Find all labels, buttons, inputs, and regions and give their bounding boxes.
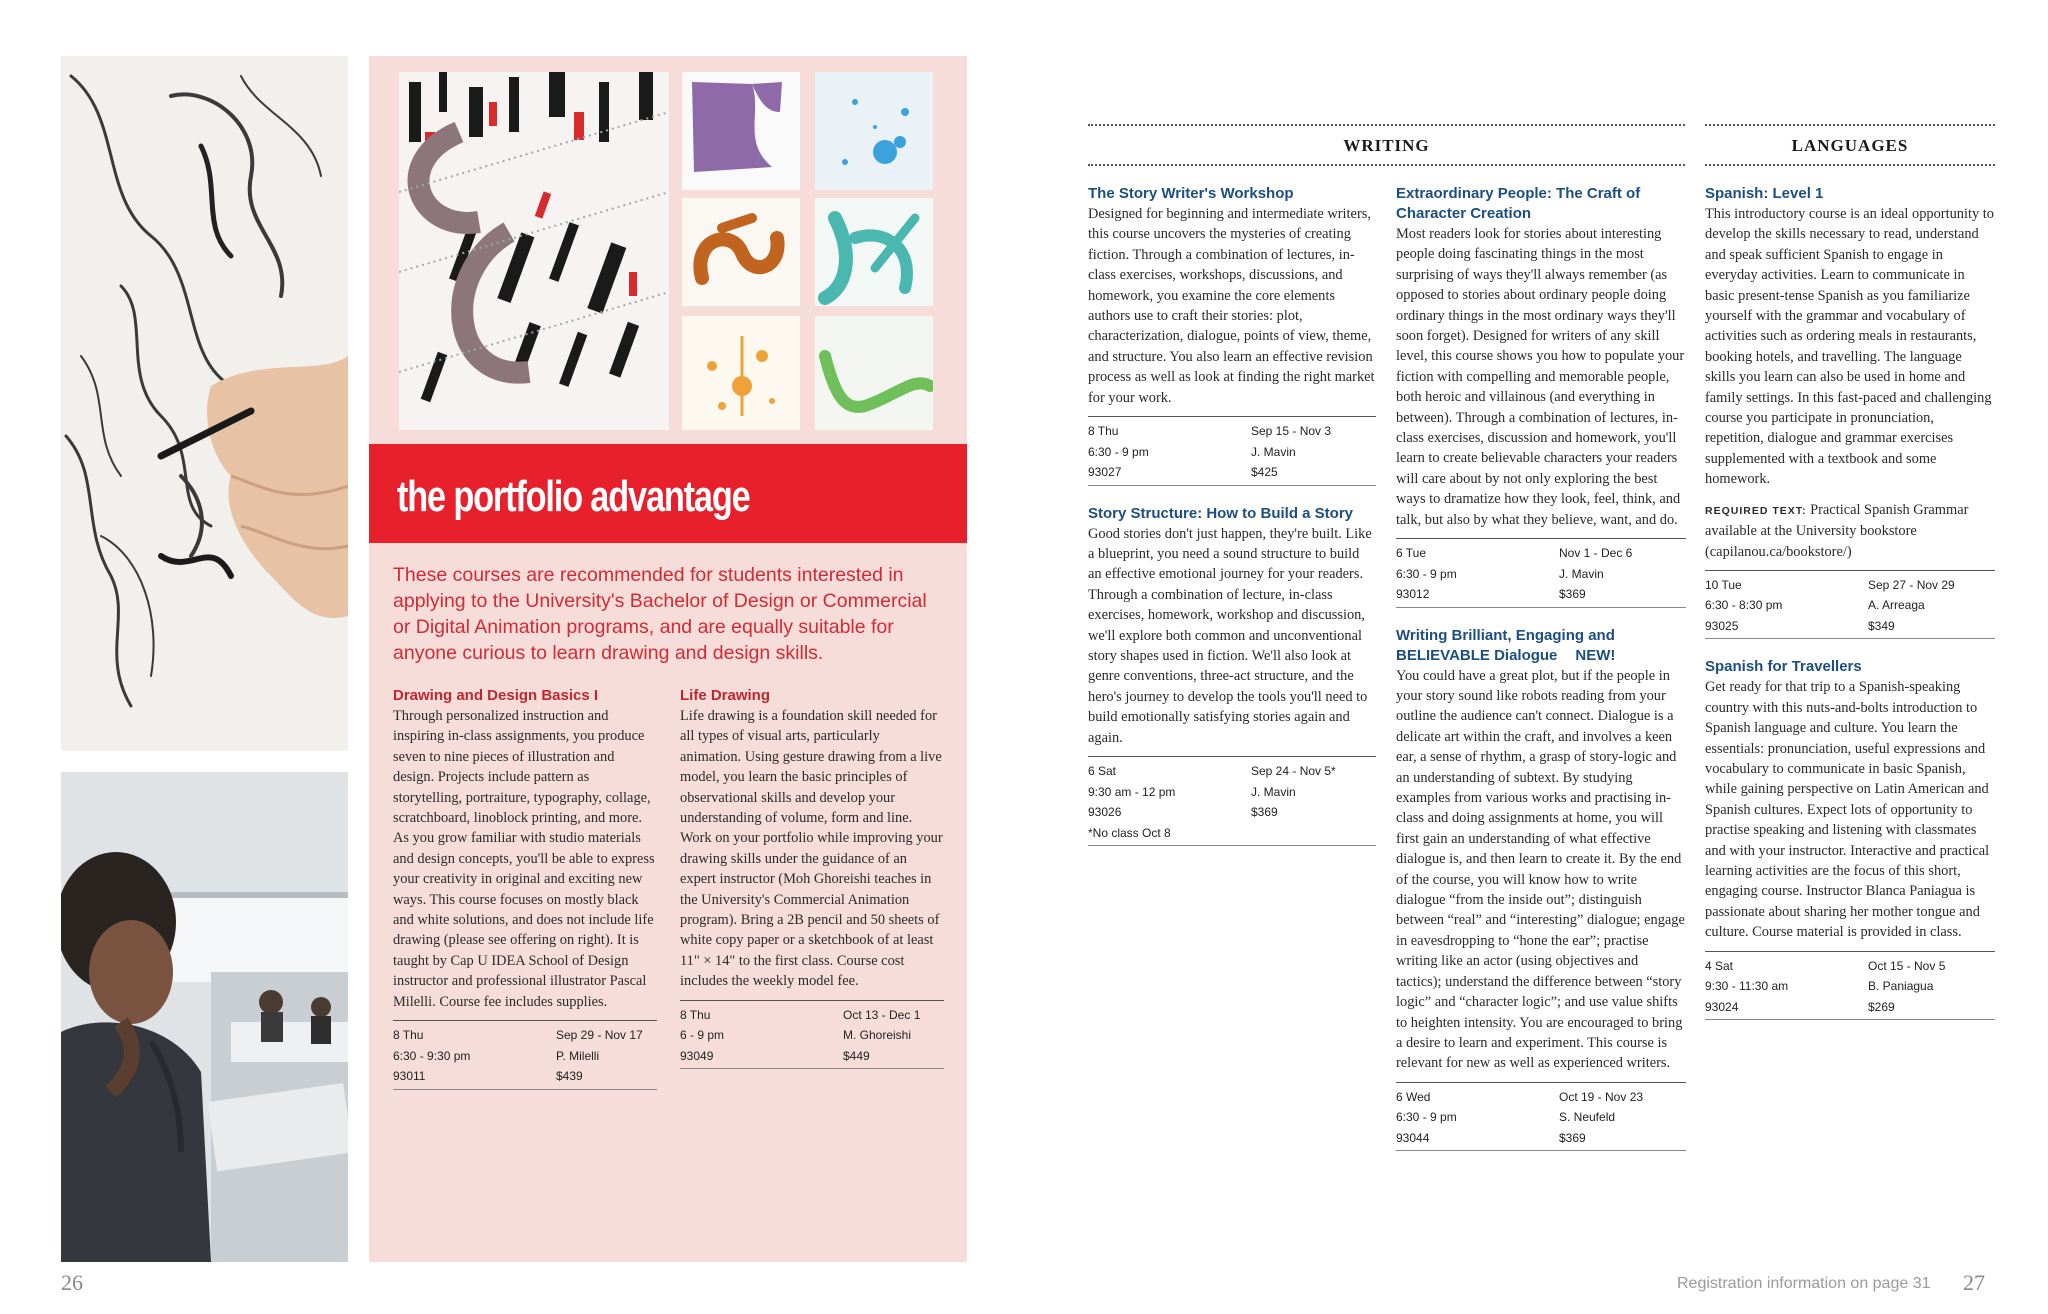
course-description: Get ready for that trip to a Spanish-speaking country with this nuts-and-bolts introduction to Spanish language and culture. You learn the essentials: pronunciation, useful expressions and vocabulary to communicate in basic Spanish, while gaining perspective on Latin American and Spanish cultures. Expect lots of opportunity to practise speaking and listening with classmates and with your instructor. Interactive and practical learning activities are the focus of this short, engaging course. Instructor Blanca Paniagua is passionate about sharing her mother tongue and culture. Course material is provided in class. — [1705, 679, 1990, 941]
course-drawing-design-basics — [393, 686, 657, 1090]
course-dates: Oct 19 - Nov 23 — [1559, 1089, 1644, 1104]
course-instructor: A. Arreaga — [1868, 598, 1925, 613]
course-info-table — [1396, 1082, 1686, 1152]
course-title: Extraordinary People: The Craft of Character Creation — [1396, 185, 1641, 222]
course-instructor: J. Mavin — [1251, 784, 1296, 799]
course-info-table — [1088, 416, 1376, 486]
portfolio-intro: These courses are recommended for students interested in applying to the University's Bachelor of Design or Commercial or Digital Animation programs, and are equally suitable for anyone curious to learn drawing and design skills. — [393, 564, 927, 664]
course-info-table — [1396, 538, 1686, 608]
course-fee: $449 — [843, 1048, 870, 1063]
course-dates: Oct 15 - Nov 5 — [1868, 958, 1946, 973]
course-spanish-level-1 — [1705, 184, 1995, 639]
course-info-table — [1705, 570, 1995, 640]
course-time: 6:30 - 9 pm — [1396, 566, 1457, 581]
photo-hand-sketching — [61, 56, 348, 751]
course-fee: $439 — [556, 1069, 583, 1084]
course-code: 93044 — [1396, 1130, 1430, 1145]
course-sessions: 4 Sat — [1705, 958, 1734, 973]
course-fee: $349 — [1868, 618, 1895, 633]
page-number-right: 27 — [1963, 1270, 1985, 1295]
course-fee: $369 — [1559, 1130, 1586, 1145]
photo-student-drawing — [61, 772, 348, 1262]
artwork-blue-splatter — [815, 72, 933, 190]
course-fee: $369 — [1559, 587, 1586, 602]
course-instructor: S. Neufeld — [1559, 1110, 1616, 1125]
course-title — [1396, 626, 1686, 666]
course-code: 93024 — [1705, 999, 1739, 1014]
course-info-table — [680, 1000, 944, 1070]
course-note: *No class Oct 8 — [1088, 825, 1171, 840]
course-title: Spanish for Travellers — [1705, 658, 1862, 676]
course-info-table — [1705, 951, 1995, 1021]
course-story-structure — [1088, 504, 1376, 846]
artwork-green-stroke — [815, 316, 933, 430]
course-story-writers-workshop — [1088, 184, 1376, 486]
banner-title: the portfolio advantage — [397, 472, 750, 521]
course-title: The Story Writer's Workshop — [1088, 185, 1294, 202]
course-extraordinary-people — [1396, 184, 1686, 608]
course-dates: Sep 24 - Nov 5* — [1251, 764, 1336, 779]
portfolio-banner — [369, 444, 967, 543]
course-title: Life Drawing — [680, 687, 771, 704]
required-text-label: REQUIRED TEXT: — [1705, 504, 1807, 517]
course-code: 93027 — [1088, 465, 1122, 480]
course-dates: Nov 1 - Dec 6 — [1559, 546, 1633, 561]
course-sessions: 6 Wed — [1396, 1089, 1431, 1104]
course-instructor: B. Paniagua — [1868, 979, 1934, 994]
course-time: 9:30 am - 12 pm — [1088, 784, 1176, 799]
course-title-text: Writing Brilliant, Engaging and BELIEVABLE Dialogue — [1396, 626, 1615, 664]
course-description: Through personalized instruction and inspiring in-class assignments, you produce seven to nine pieces of illustration and design. Projects include pattern as storytelling, portraiture, typography, collage, scratchboard, linoblock printing, and more. As you grow familiar with studio materials and design concepts, you'll be able to express your creativity in original and exciting new ways. This course focuses on mostly black and white solutions, and does not include life drawing (please see offering on right). It is taught by Cap U IDEA School of Design instructor and professional illustrator Pascal Milelli. Course fee includes supplies. — [393, 708, 655, 1010]
course-fee: $425 — [1251, 465, 1278, 480]
artwork-orange-brush — [682, 198, 800, 306]
course-code: 93025 — [1705, 618, 1739, 633]
course-sessions: 8 Thu — [680, 1007, 711, 1022]
writing-column-2 — [1396, 184, 1686, 1151]
course-time: 6:30 - 8:30 pm — [1705, 598, 1783, 613]
course-sessions: 6 Sat — [1088, 764, 1117, 779]
course-instructor: J. Mavin — [1559, 566, 1604, 581]
course-dates: Sep 15 - Nov 3 — [1251, 424, 1332, 439]
course-sessions: 8 Thu — [393, 1028, 424, 1043]
course-instructor: J. Mavin — [1251, 444, 1296, 459]
course-life-drawing — [680, 686, 944, 1069]
artwork-large-collage — [399, 72, 669, 430]
course-code: 93011 — [393, 1069, 426, 1084]
course-description: Good stories don't just happen, they're built. Like a blueprint, you need a sound structure to build an effective emotional journey for your readers. Through a combination of lecture, in-class exercises, homework, workshop and discussion, we'll explore both common and unconventional story shapes used in fiction. We'll also look at genre conventions, three-act structure, and the hero's journey to develop the tools you'll need to build emotionally satisfying stories again and again. — [1088, 525, 1372, 746]
course-description: Most readers look for stories about interesting people doing fascinating things in the most surprising of ways they'll always remember (as opposed to stories about ordinary people doing ordinary things in the most ordinary ways they'll soon forget). Designed for writers of any skill level, this course shows you how to populate your fiction with compelling and memorable people, both heroic and villainous (and everything in between). Through a combination of lectures, in-class exercises, discussion and homework, you'll learn to create believable characters your readers will care about by not only exploring the best ways to dramatize how they look, feel, think, and talk, but also by what they believe, want, and do. — [1396, 226, 1685, 528]
course-code: 93026 — [1088, 805, 1122, 820]
course-code: 93049 — [680, 1048, 714, 1063]
course-description: This introductory course is an ideal opportunity to develop the skills necessary to read, understand and speak sufficient Spanish to engage in everyday activities. Learn to communicate in basic present-tense Spanish as you familiarize yourself with the grammar and vocabulary of activities such as ordering meals in restaurants, booking hotels, and travelling. The language skills you learn can also be used in home and family settings. In this fast-paced and challenging course you participate in pronunciation, repetition, dialogue and grammar exercises supplemented with a textbook and some homework. — [1705, 206, 1994, 488]
course-dates: Sep 29 - Nov 17 — [556, 1028, 643, 1043]
required-text — [1705, 500, 1995, 562]
section-heading-writing: WRITING — [1088, 124, 1685, 166]
course-fee: $369 — [1251, 805, 1278, 820]
artwork-orange-dots — [682, 316, 800, 430]
course-description: Life drawing is a foundation skill needed for all types of visual arts, particularly animation. Using gesture drawing from a live model, you learn the basic principles of observational skills and develop your understanding of volume, form and line. Work on your portfolio while improving your drawing skills under the guidance of an expert instructor (Moh Ghoreishi teaches in the University's Commercial Animation program). Bring a 2B pencil and 50 sheets of white copy paper or a sketchbook of at least 11" × 14" to the first class. Course cost includes the weekly model fee. — [680, 708, 943, 990]
course-time: 6:30 - 9 pm — [1088, 444, 1149, 459]
course-writing-dialogue — [1396, 626, 1686, 1152]
course-instructor: M. Ghoreishi — [843, 1028, 912, 1043]
page-number-left: 26 — [61, 1270, 83, 1295]
course-description: You could have a great plot, but if the people in your story sound like robots reading from your outline the audience can't connect. Dialogue is a delicate art within the craft, and involves a keen ear, a sense of rhythm, a grasp of story-logic and an understanding of subtext. By studying examples from various works and practising in-class and doing assignments at home, you will first gain an understanding of what effective dialogue is, and then learn to create it. By the end of the course, you will know how to write dialogue “from the inside out”; distinguish between “real” and “interesting” dialogue; engage in eavesdropping to “hone the ear”; practise writing like an actor (using objectives and tactics); understand the difference between “story logic” and “character logic”; and use value shifts to heighten intensity. You are encouraged to bring a desire to learn and experiment. This course is relevant for new as well as experienced writers. — [1396, 667, 1685, 1072]
languages-column — [1705, 184, 1995, 1020]
writing-column-1 — [1088, 184, 1376, 846]
course-fee: $269 — [1868, 999, 1895, 1014]
course-title: Drawing and Design Basics I — [393, 687, 599, 704]
course-dates: Sep 27 - Nov 29 — [1868, 577, 1955, 592]
required-text-value: Practical Spanish Grammar available at the University bookstore (capilanou.ca/bookstore/) — [1705, 501, 1969, 560]
course-dates: Oct 13 - Dec 1 — [843, 1007, 921, 1022]
course-sessions: 8 Thu — [1088, 424, 1119, 439]
course-spanish-for-travellers — [1705, 657, 1995, 1020]
course-title: Spanish: Level 1 — [1705, 185, 1824, 202]
course-instructor: P. Milelli — [556, 1048, 600, 1063]
registration-footer: Registration information on page 31 — [1677, 1275, 1931, 1292]
course-code: 93012 — [1396, 587, 1430, 602]
course-info-table — [393, 1020, 657, 1090]
course-info-table — [1088, 756, 1376, 846]
course-time: 6:30 - 9 pm — [1396, 1110, 1457, 1125]
new-badge: NEW! — [1575, 646, 1616, 664]
section-heading-languages: LANGUAGES — [1705, 124, 1995, 166]
course-title: Story Structure: How to Build a Story — [1088, 504, 1354, 522]
course-time: 9:30 - 11:30 am — [1705, 979, 1789, 994]
artwork-teal-brush — [815, 198, 933, 306]
course-time: 6 - 9 pm — [680, 1028, 725, 1043]
course-time: 6:30 - 9:30 pm — [393, 1048, 471, 1063]
course-sessions: 6 Tue — [1396, 546, 1427, 561]
artwork-purple — [682, 72, 800, 190]
course-sessions: 10 Tue — [1705, 577, 1742, 592]
course-description: Designed for beginning and intermediate writers, this course uncovers the mysteries of creating fiction. Through a combination of lectures, in-class exercises, workshops, discussions, and homework, you examine the core elements authors use to craft their stories: plot, characterization, dialogue, points of view, theme, and structure. You also learn an effective revision process as well as look at finding the right market for your work. — [1088, 206, 1375, 406]
